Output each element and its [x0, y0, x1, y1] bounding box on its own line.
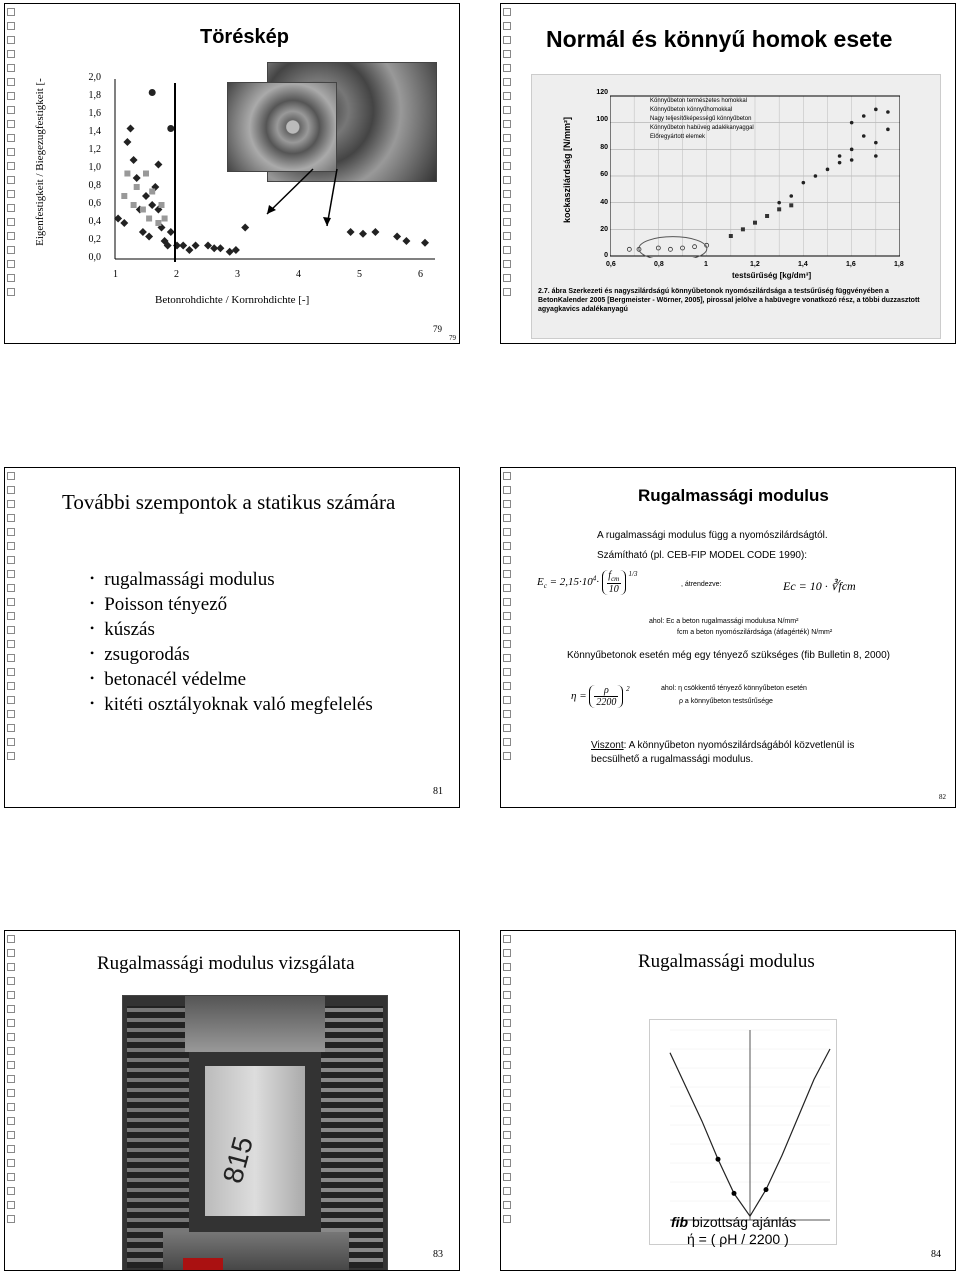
- data-point: [802, 181, 806, 185]
- checkbox-column: [503, 472, 512, 766]
- data-point: [777, 207, 781, 211]
- y-tick: 1,8: [88, 90, 101, 101]
- legend-item: Nagy teljesítőképességű könnyűbeton: [650, 116, 752, 122]
- data-point: [789, 203, 793, 207]
- y-axis-label: Eigenfestigkeit / Biegezugfestigkeit [-: [34, 78, 46, 246]
- data-point: [716, 1157, 721, 1162]
- x-tick: 1,4: [798, 261, 808, 268]
- page-number: 84: [931, 1249, 941, 1260]
- x-tick: 3: [235, 269, 240, 280]
- specimen-label: 815: [216, 1133, 259, 1187]
- slide-82: [500, 467, 956, 808]
- text-line: Számítható (pl. CEB-FIP MODEL CODE 1990):: [597, 550, 808, 561]
- y-tick: 40: [600, 199, 608, 206]
- note-text: bizottság ajánlás: [688, 1214, 797, 1230]
- page-number-a: 79: [433, 324, 442, 334]
- y-tick: 20: [600, 226, 608, 233]
- pointer-arrows: [5, 4, 460, 344]
- data-point: [826, 168, 830, 172]
- legend-item: Előregyártott elemek: [650, 134, 706, 140]
- x-tick: 1,8: [894, 261, 904, 268]
- text-line: ahol: η csökkentő tényező könnyűbeton esetén: [661, 685, 807, 692]
- data-point: [764, 1187, 769, 1192]
- red-clamp: [183, 1258, 223, 1271]
- list-item: • betonacél védelme: [100, 668, 373, 693]
- checkbox-column: [7, 472, 16, 766]
- slide-80: [500, 3, 956, 344]
- text-line: , átrendezve:: [681, 581, 722, 588]
- data-point: [753, 221, 757, 225]
- top-plate: [185, 996, 325, 1052]
- data-point: [729, 234, 733, 238]
- text-line: A rugalmassági modulus függ a nyomószilárdságtól.: [597, 530, 828, 541]
- y-tick: 1,2: [88, 144, 101, 155]
- data-point: [741, 227, 745, 231]
- slide-title: Töréskép: [200, 26, 289, 48]
- x-tick: 5: [357, 269, 362, 280]
- list-item: • kitéti osztályoknak való megfelelés: [100, 693, 373, 718]
- slide-81: [4, 467, 460, 808]
- slide-title: Rugalmassági modulus vizsgálata: [97, 953, 355, 974]
- page-number-b: 79: [449, 334, 456, 342]
- spring-left: [127, 1006, 189, 1268]
- y-tick: 0,8: [88, 180, 101, 191]
- y-tick: 60: [600, 171, 608, 178]
- legend: [650, 97, 754, 142]
- x-axis-label: testsűrűség [kg/dm³]: [732, 271, 812, 280]
- x-tick: 1: [704, 261, 708, 268]
- x-tick: 1,6: [846, 261, 856, 268]
- formula-ec-2: Ec = 10 · ∛fcm: [783, 579, 856, 593]
- data-point: [838, 154, 842, 158]
- text-line: becsülhető a rugalmassági modulus.: [591, 754, 754, 765]
- test-rig-photo: [122, 995, 388, 1271]
- line-chart-84: [650, 1020, 838, 1246]
- data-point: [850, 148, 854, 152]
- slide-title: Rugalmassági modulus: [638, 486, 829, 505]
- text-line: Könnyűbetonok esetén még egy tényező szükséges (fib Bulletin 8, 2000): [567, 650, 890, 661]
- y-tick: 2,0: [88, 72, 101, 83]
- x-tick: 4: [296, 269, 301, 280]
- y-tick: 0,0: [88, 252, 101, 263]
- data-point: [814, 174, 818, 178]
- figure-caption: 2.7. ábra Szerkezeti és nagyszilárdságú könnyűbetonok nyomószilárdsága a testsűrűség függvényében a BetonKalender 2005 [Bergmeister - Wörner, 2005], pirossal jelölve a habüvegre vonatkozó rész, a többi duzzasztott agyagkavics adalékanyagú: [538, 288, 920, 313]
- note-line-2: ή = ( ρH / 2200 ): [687, 1231, 789, 1247]
- list-item: • zsugorodás: [100, 643, 373, 668]
- y-tick: 1,0: [88, 162, 101, 173]
- slide-title: Normál és könnyű homok esete: [546, 26, 893, 52]
- x-tick: 1,2: [750, 261, 760, 268]
- x-axis-label: Betonrohdichte / Kornrohdichte [-]: [155, 294, 310, 306]
- slide-79: [4, 3, 460, 344]
- note-bold: fib: [671, 1214, 689, 1230]
- y-tick: 120: [596, 89, 608, 96]
- y-tick: 0: [604, 252, 608, 259]
- data-point: [862, 114, 866, 118]
- scanned-figure: [531, 74, 941, 339]
- data-point: [850, 121, 854, 125]
- formula-ec: $E_c = 2,15\cdot 10^4\cdot f_{cm}$ 10 $^{1/3}$: [537, 570, 638, 595]
- data-point: [850, 158, 854, 162]
- page-number: 83: [433, 1249, 443, 1260]
- x-tick: 2: [174, 269, 179, 280]
- bullet-list: [100, 568, 373, 718]
- data-point: [874, 141, 878, 145]
- text-line: ρ a könnyűbeton testsűrűsége: [679, 698, 773, 705]
- data-point: [838, 161, 842, 165]
- data-point: [668, 247, 672, 251]
- page-number: 81: [433, 786, 443, 797]
- slide-title: Rugalmassági modulus: [638, 951, 815, 972]
- y-tick: 1,4: [88, 126, 101, 137]
- y-tick: 1,6: [88, 108, 101, 119]
- checkbox-column: [503, 8, 512, 302]
- data-point: [874, 108, 878, 112]
- data-point: [732, 1191, 737, 1196]
- text-line: [591, 740, 854, 751]
- list-item: • kúszás: [100, 618, 373, 643]
- graph-frame: [649, 1019, 837, 1245]
- y-axis-label: kockaszilárdság [N/mm²]: [562, 116, 572, 224]
- checkbox-column: [503, 935, 512, 1229]
- data-point: [874, 154, 878, 158]
- x-tick: 0,8: [654, 261, 664, 268]
- legend-item: Könnyűbeton habüveg adalékanyaggal: [650, 125, 754, 131]
- data-point: [765, 214, 769, 218]
- y-tick: 100: [596, 116, 608, 123]
- note-line-1: [671, 1214, 796, 1230]
- y-tick: 0,2: [88, 234, 101, 245]
- data-point: [886, 128, 890, 132]
- text-line: ahol: Ec a beton rugalmassági modulusa N/mm²: [649, 618, 799, 625]
- x-tick-labels: [606, 261, 910, 271]
- data-point: [886, 110, 890, 114]
- text-fragment: : A könnyűbeton nyomószilárdságából közvetlenül is: [623, 740, 855, 751]
- checkbox-column: [7, 935, 16, 1229]
- y-tick: 0,6: [88, 198, 101, 209]
- legend-item: Könnyűbeton könnyűhomokkal: [650, 107, 733, 113]
- data-point: [777, 201, 781, 205]
- list-item: • Poisson tényező: [100, 593, 373, 618]
- x-tick: 1: [113, 269, 118, 280]
- spring-right: [321, 1006, 383, 1268]
- list-item: • rugalmassági modulus: [100, 568, 373, 593]
- y-tick: 0,4: [88, 216, 101, 227]
- data-point: [693, 245, 697, 249]
- underlined-word: Viszont: [591, 740, 624, 751]
- x-tick: 6: [418, 269, 423, 280]
- data-point: [627, 247, 631, 251]
- slide-title: További szempontok a statikus számára: [62, 490, 396, 514]
- text-line: fcm a beton nyomószilárdsága (átlagérték) N/mm²: [677, 629, 833, 636]
- slide-83: [4, 930, 460, 1271]
- y-tick: 80: [600, 144, 608, 151]
- slide-84: [500, 930, 956, 1271]
- formula-eta: η = ρ 2200 $^2$: [571, 685, 630, 708]
- data-point: [862, 134, 866, 138]
- y-tick-labels: [590, 89, 608, 259]
- data-point: [789, 194, 793, 198]
- x-tick: 0,6: [606, 261, 616, 268]
- legend-item: Könnyűbeton természetes homokkal: [650, 98, 748, 104]
- page-number: 82: [939, 793, 946, 801]
